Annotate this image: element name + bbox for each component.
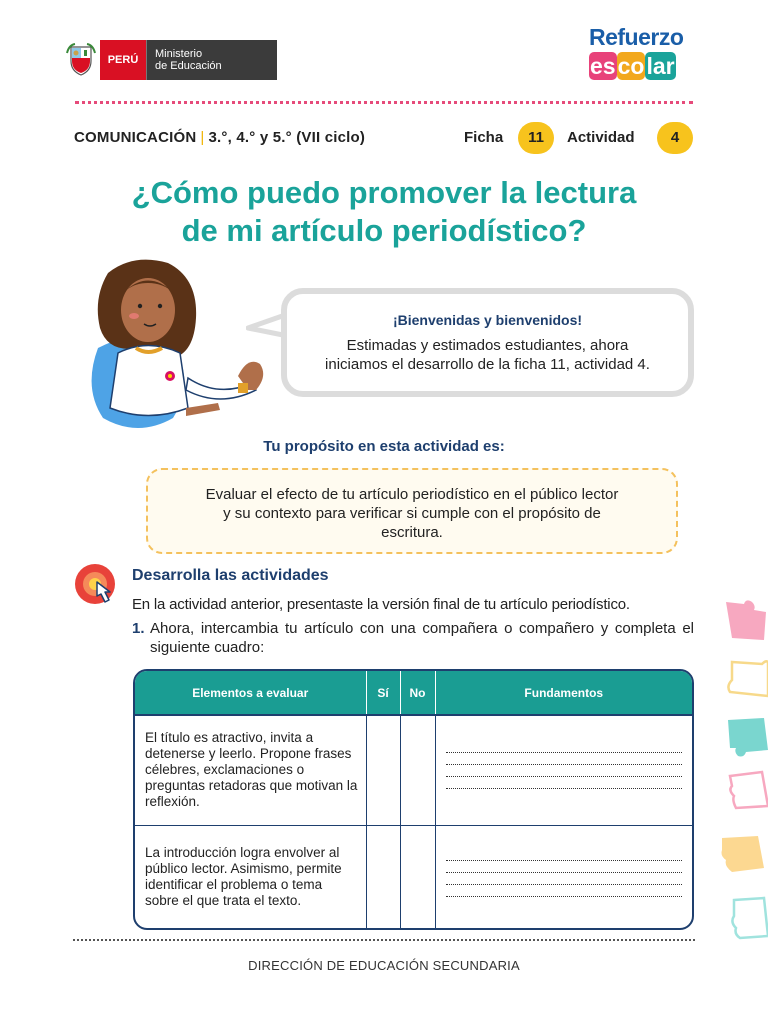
page-title <box>60 174 708 250</box>
header-elements: Elementos a evaluar <box>135 671 366 715</box>
dotted-divider-bottom <box>73 939 695 941</box>
answer-line[interactable] <box>446 884 683 885</box>
dotted-divider-top <box>75 101 693 104</box>
header-fundamentals: Fundamentos <box>435 671 692 715</box>
brand-letters-2: co <box>617 53 645 79</box>
criterion-cell: El título es atractivo, invita a detenerse y leerlo. Propone frases célebres, exclamaciones o preguntas retadoras que motivan la reflexión. <box>135 715 366 825</box>
answer-line[interactable] <box>446 788 683 789</box>
step-text: Ahora, intercambia tu artículo con una compañera o compañero y completa el siguiente cuadro: <box>150 620 694 656</box>
ministry-line2: de Educación <box>155 60 222 72</box>
brand-letters-3: lar <box>646 53 675 79</box>
fundamentals-cell[interactable] <box>435 715 692 825</box>
header-yes: Sí <box>366 671 400 715</box>
ministry-label <box>146 40 277 80</box>
country-label: PERÚ <box>100 40 146 80</box>
page-footer: DIRECCIÓN DE EDUCACIÓN SECUNDARIA <box>248 958 520 973</box>
purpose-line1: Evaluar el efecto de tu artículo periodístico en el público lector <box>205 486 619 503</box>
ficha-label: Ficha <box>464 129 504 146</box>
subject-separator: | <box>200 129 205 146</box>
student-illustration <box>78 258 288 438</box>
answer-line[interactable] <box>446 896 683 897</box>
puzzle-decoration <box>718 600 768 950</box>
criterion-cell: La introducción logra envolver al público lector. Asimismo, permite identificar el problema o tema sobre el que trata el texto. <box>135 825 366 928</box>
welcome-line2: iniciamos el desarrollo de la ficha 11, actividad 4. <box>325 356 650 373</box>
table-row <box>135 825 692 928</box>
activity-label: Actividad <box>567 129 635 146</box>
government-logo <box>62 40 277 80</box>
subject-line <box>74 129 365 146</box>
welcome-speech-bubble <box>281 288 694 397</box>
welcome-text <box>287 336 688 374</box>
no-cell[interactable] <box>400 825 435 928</box>
pointer-hand-icon <box>73 562 119 606</box>
step-1 <box>132 619 694 657</box>
subject: COMUNICACIÓN <box>74 129 197 146</box>
answer-line[interactable] <box>446 860 683 861</box>
yes-cell[interactable] <box>366 715 400 825</box>
table-header-row <box>135 671 692 715</box>
coat-of-arms-icon <box>62 40 100 80</box>
evaluation-table <box>133 669 694 930</box>
brand-logo <box>589 24 699 88</box>
develop-intro: En la actividad anterior, presentaste la versión final de tu artículo periodístico. <box>132 596 630 613</box>
sheet-meta <box>74 126 694 150</box>
yes-cell[interactable] <box>366 825 400 928</box>
purpose-line2: y su contexto para verificar si cumple con el propósito de <box>223 505 601 522</box>
answer-line[interactable] <box>446 764 683 765</box>
welcome-line1: Estimadas y estimados estudiantes, ahora <box>346 337 629 354</box>
brand-top-text: Refuerzo <box>589 24 684 50</box>
title-line1: ¿Cómo puedo promover la lectura <box>131 175 637 210</box>
brand-bottom-text <box>589 52 699 80</box>
answer-line[interactable] <box>446 776 683 777</box>
ministry-line1: Ministerio <box>155 48 203 60</box>
ficha-number-badge: 11 <box>518 122 554 154</box>
table-row <box>135 715 692 825</box>
purpose-box <box>146 468 678 554</box>
header-no: No <box>400 671 435 715</box>
activity-number-badge: 4 <box>657 122 693 154</box>
step-number: 1. <box>132 620 145 637</box>
grade: 3.°, 4.° y 5.° (VII ciclo) <box>208 129 366 146</box>
answer-line[interactable] <box>446 752 683 753</box>
welcome-heading: ¡Bienvenidas y bienvenidos! <box>392 312 583 328</box>
title-line2: de mi artículo periodístico? <box>181 213 587 248</box>
purpose-line3: escritura. <box>381 524 443 541</box>
fundamentals-cell[interactable] <box>435 825 692 928</box>
brand-letters-1: es <box>590 53 616 79</box>
answer-line[interactable] <box>446 872 683 873</box>
no-cell[interactable] <box>400 715 435 825</box>
develop-title: Desarrolla las actividades <box>132 567 329 584</box>
purpose-title: Tu propósito en esta actividad es: <box>263 438 505 455</box>
